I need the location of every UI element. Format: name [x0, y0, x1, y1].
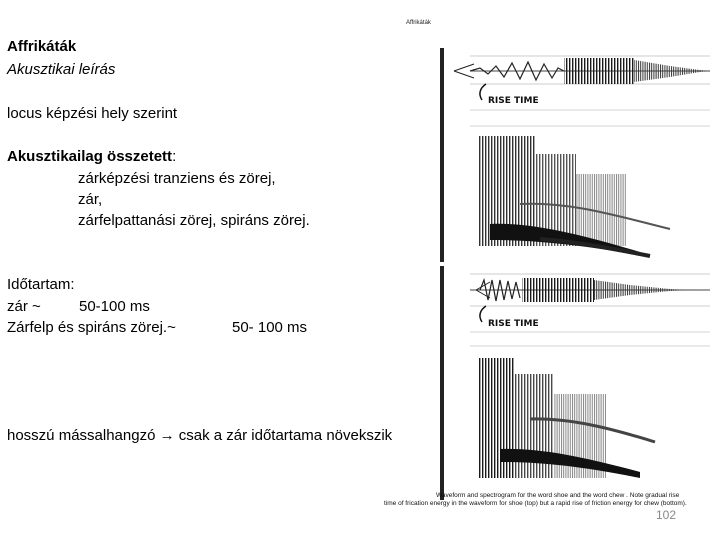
- slide-title: Affrikáták: [7, 38, 77, 55]
- acoustic-heading-line: [7, 147, 176, 166]
- spectrogram-bottom: [478, 358, 655, 478]
- figure-caption-line-1: Waveform and spectrogram for the word shoe and the word chew . Note gradual rise: [436, 492, 680, 499]
- locus-text: locus képzési hely szerint: [7, 105, 178, 122]
- spectrogram-figure: [440, 44, 720, 500]
- long-consonant-note: hosszú mássalhangzó → csak a zár időtartama növekszik: [7, 427, 393, 444]
- duration-closure-value: 50-100 ms: [79, 298, 150, 315]
- duration-heading: Időtartam:: [7, 276, 75, 293]
- page-number: 102: [656, 508, 677, 522]
- acoustic-heading: Akusztikailag összetett: [7, 148, 173, 165]
- figure-caption: [384, 492, 687, 508]
- duration-release-value: 50- 100 ms: [232, 319, 308, 336]
- slide-subtitle: Akusztikai leírás: [7, 61, 116, 78]
- spectrogram-top: [478, 136, 670, 256]
- rise-time-label-top: RISE TIME: [488, 96, 539, 106]
- acoustic-item-2: zár,: [78, 191, 103, 208]
- acoustic-item-3: zárfelpattanási zörej, spiráns zörej.: [78, 212, 310, 229]
- top-label: Affrikáták: [406, 20, 431, 26]
- acoustic-item-1: zárképzési tranziens és zörej,: [78, 170, 276, 187]
- duration-release-label: Zárfelp és spiráns zörej.~: [7, 319, 176, 336]
- rise-time-label-bottom: RISE TIME: [488, 319, 539, 329]
- duration-closure-label: zár ~: [7, 298, 41, 315]
- acoustic-colon: :: [172, 148, 177, 165]
- figure-caption-line-2: time of frication energy in the waveform for shoe (top) but a rapid rise of friction energy for chew (bottom).: [384, 500, 687, 507]
